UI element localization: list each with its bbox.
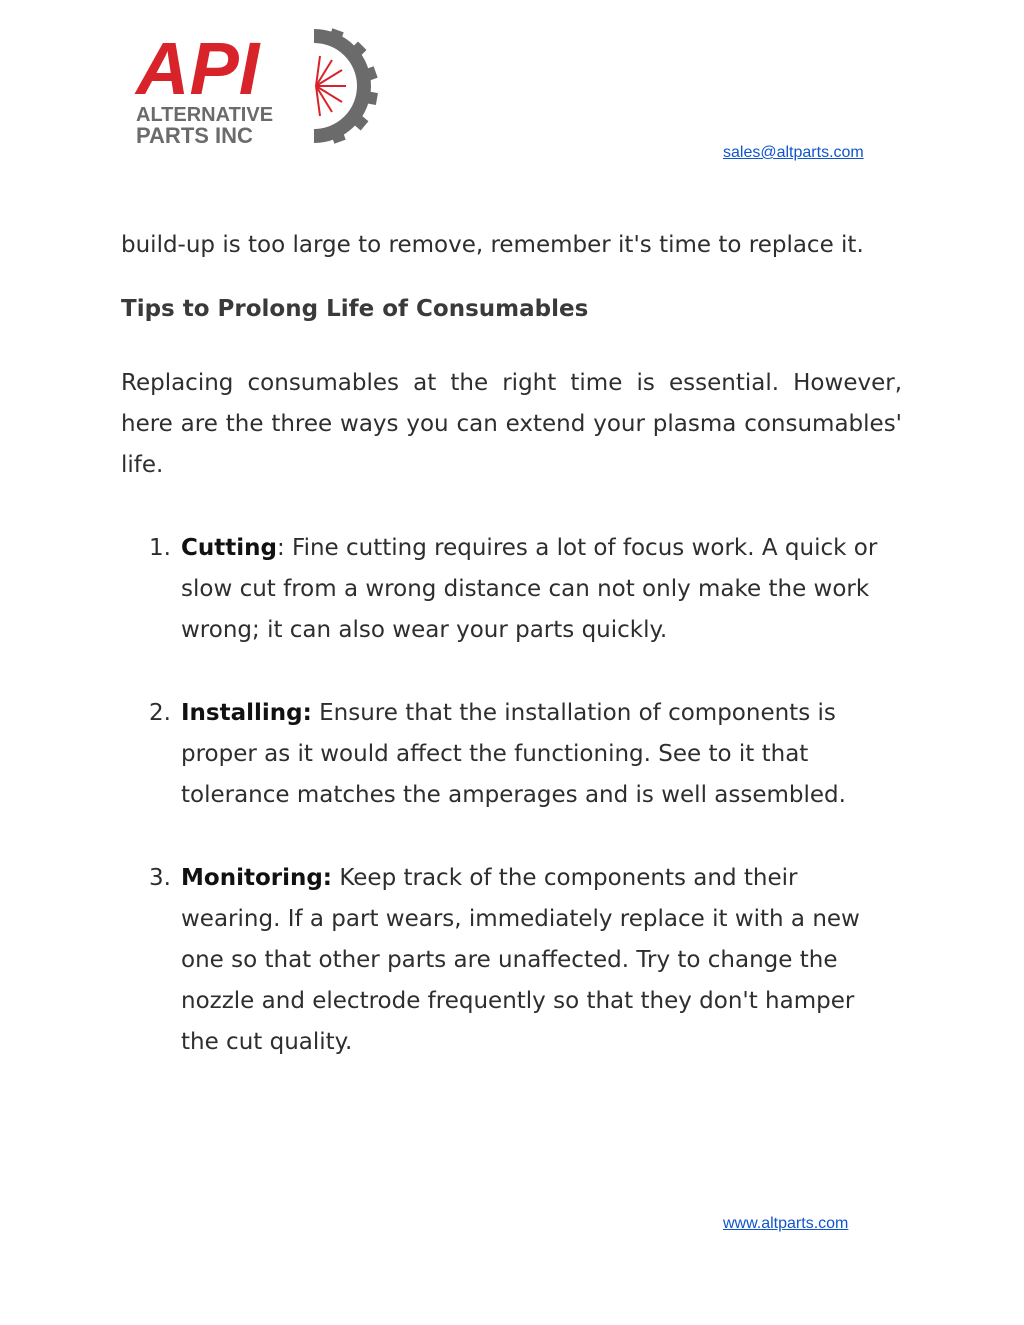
tip-text: : Fine cutting requires a lot of focus work. A quick or slow cut from a wrong distance can not only make the work wrong; it can also wear your parts quickly. [181, 535, 878, 643]
logo-line-1: ALTERNATIVE [136, 104, 274, 126]
list-number: 1. [149, 535, 171, 561]
list-number: 3. [149, 865, 171, 891]
gear-icon [314, 28, 378, 143]
tip-text: Ensure that the installation of components is proper as it would affect the functioning. See to it that tolerance matches the amperages and is well assembled. [181, 700, 846, 808]
section-heading: Tips to Prolong Life of Consumables [121, 296, 589, 322]
tip-term: Installing: [181, 700, 312, 726]
list-item [121, 858, 902, 1063]
tip-term: Monitoring: [181, 865, 333, 891]
email-link[interactable]: sales@altparts.com [723, 144, 864, 161]
logo-line-2: PARTS INC [136, 123, 253, 146]
list-number: 2. [149, 700, 171, 726]
logo-wordmark: API [136, 27, 260, 110]
tip-text: Keep track of the components and their wearing. If a part wears, immediately replace it with a new one so that other parts are unaffected. Try to change the nozzle and electrode frequently so that they don't hamper the cut quality. [181, 865, 860, 1055]
tip-term: Cutting [181, 535, 277, 561]
continuation-paragraph: build-up is too large to remove, remember it's time to replace it. [121, 232, 864, 258]
intro-paragraph: Replacing consumables at the right time is essential. However, here are the three ways you can extend your plasma consumables' life. [121, 370, 902, 478]
list-item [121, 528, 902, 651]
document-body [121, 225, 902, 1105]
tips-list [121, 528, 902, 1063]
company-logo [134, 26, 379, 146]
list-item [121, 693, 902, 816]
website-link[interactable]: www.altparts.com [723, 1215, 849, 1232]
